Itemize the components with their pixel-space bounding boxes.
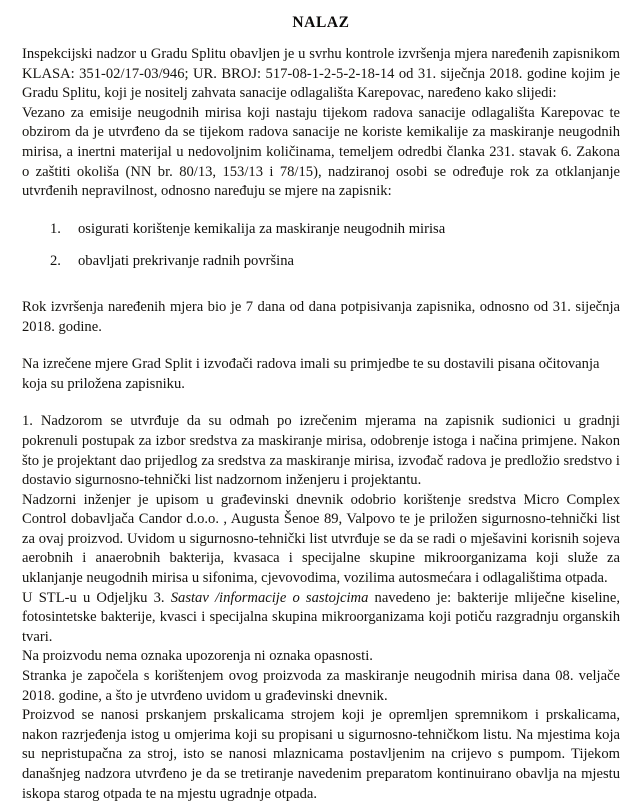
- list-item-label: obavljati prekrivanje radnih površina: [78, 253, 294, 270]
- spacer: [22, 394, 620, 412]
- paragraph-deadline: Rok izvršenja naređenih mjera bio je 7 dana od dana potpisivanja zapisnika, odnosno od 31. siječnja 2018. godine.: [22, 298, 620, 335]
- paragraph-application-method: Proizvod se nanosi prskanjem prskalicama strojem koji je opremljen spremnikom i prskalicama, nakon razrjeđenja istog u omjerima koji su propisani u sigurnosno-tehničkom listu. Na mjestima koja su nepristupačna za stroj, isto se nanosi mlaznicama postavljenim na crijevo s pumpom. Tijekom današnjeg nadzora utvrđeno je da se tretiranje navedenim preparatom kontinuirano obavlja na mjestu iskopa starog otpada te na mjestu ugradnje otpada.: [22, 707, 620, 802]
- document-page: [0, 14, 639, 808]
- paragraph-usage-start: Stranka je započela s korištenjem ovog proizvoda za maskiranje neugodnih mirisa dana 08. veljače 2018. godine, a što je utvrđeno uvidom u građevinski dnevnik.: [22, 668, 620, 704]
- stl-prefix-text: U STL-u u Odjeljku 3.: [22, 589, 171, 606]
- stl-section-heading-italic: Sastav /informacije o sastojcima: [170, 589, 369, 606]
- list-item-label: osigurati korištenje kemikalija za maskiranje neugodnih mirisa: [78, 220, 446, 237]
- stl-suffix-text: navedeno je: bakterije mliječne kiseline, fotosintetske bakterije, kvasci i specijalna skupina mikroorganizama koji potiču razgradnju organskih tvari.: [22, 589, 620, 645]
- paragraph-objections: Na izrečene mjere Grad Split i izvođači radova imali su primjedbe te su dostavili pisana očitovanja koja su priložena zapisniku.: [22, 356, 600, 392]
- list-item-number: 1.: [50, 220, 61, 237]
- paragraph-finding-2: Nadzorni inženjer je upisom u građevinski dnevnik odobrio korištenje sredstva Micro Complex Control dobavljača Candor d.o.o. , Augusta Šenoe 89, Valpovo te je priložen sigurnosno-tehnički list za ovaj proizvod. Uvidom u sigurnosno-tehnički list utvrđuje se da se radi o mješavini korisnih sojeva aerobnih i anaerobnih bakterija, kvasaca i specijalne skupine mikroorganizama koji služe za uklanjanje neugodnih mirisa u sifonima, cjevovodima, vozilima autosmećara i odlagalištima otpada.: [22, 491, 620, 587]
- page-title: NALAZ: [292, 14, 350, 31]
- paragraph-stl-composition: [22, 589, 620, 648]
- document-body: [22, 45, 620, 804]
- paragraph-no-warning-labels: Na proizvodu nema oznaka upozorenja ni oznaka opasnosti.: [22, 648, 373, 665]
- spacer: [22, 285, 620, 298]
- ordered-measures-list: [22, 220, 620, 272]
- paragraph-grounds: Vezano za emisije neugodnih mirisa koji nastaju tijekom radova sanacije odlagališta Karepovac te obzirom da je utvrđeno da se tijekom radova sanacije ne koriste kemikalije za maskiranje neugodnih mirisa, a inertni materijal u nedovoljnim količinama, temeljem odredbi članka 231. stavak 6. Zakona o zaštiti okoliša (NN br. 80/13, 153/13 i 78/15), nadziranoj osobi se određuje rok za otklanjanje utvrđenih nepravilnost, odnosno naređuju se mjere na zapisnik:: [22, 104, 620, 200]
- spacer: [22, 337, 620, 355]
- list-item: [22, 252, 620, 272]
- list-item-number: 2.: [50, 253, 61, 270]
- list-item: [22, 220, 620, 240]
- paragraph-intro: Inspekcijski nadzor u Gradu Splitu obavljen je u svrhu kontrole izvršenja mjera naređenih zapisnikom KLASA: 351-02/17-03/946; UR. BROJ: 517-08-1-2-5-2-18-14 od 31. siječnja 2018. godine kojim je Gradu Splitu, koji je nositelj zahvata sanacije odlagališta Karepovac, naređeno kako slijedi:: [22, 46, 620, 102]
- spacer: [22, 202, 620, 220]
- paragraph-finding-1: 1. Nadzorom se utvrđuje da su odmah po izrečenim mjerama na zapisnik sudionici u gradnji pokrenuli postupak za izbor sredstva za maskiranje mirisa, odobrenje istoga i načina primjene. Nakon što je projektant dao prijedlog za sredstva za maskiranje mirisa, izvođač radova je predložio sredstvo i dostavio sigurnosno-tehnički list nadzornom inženjeru i projektantu.: [22, 413, 620, 489]
